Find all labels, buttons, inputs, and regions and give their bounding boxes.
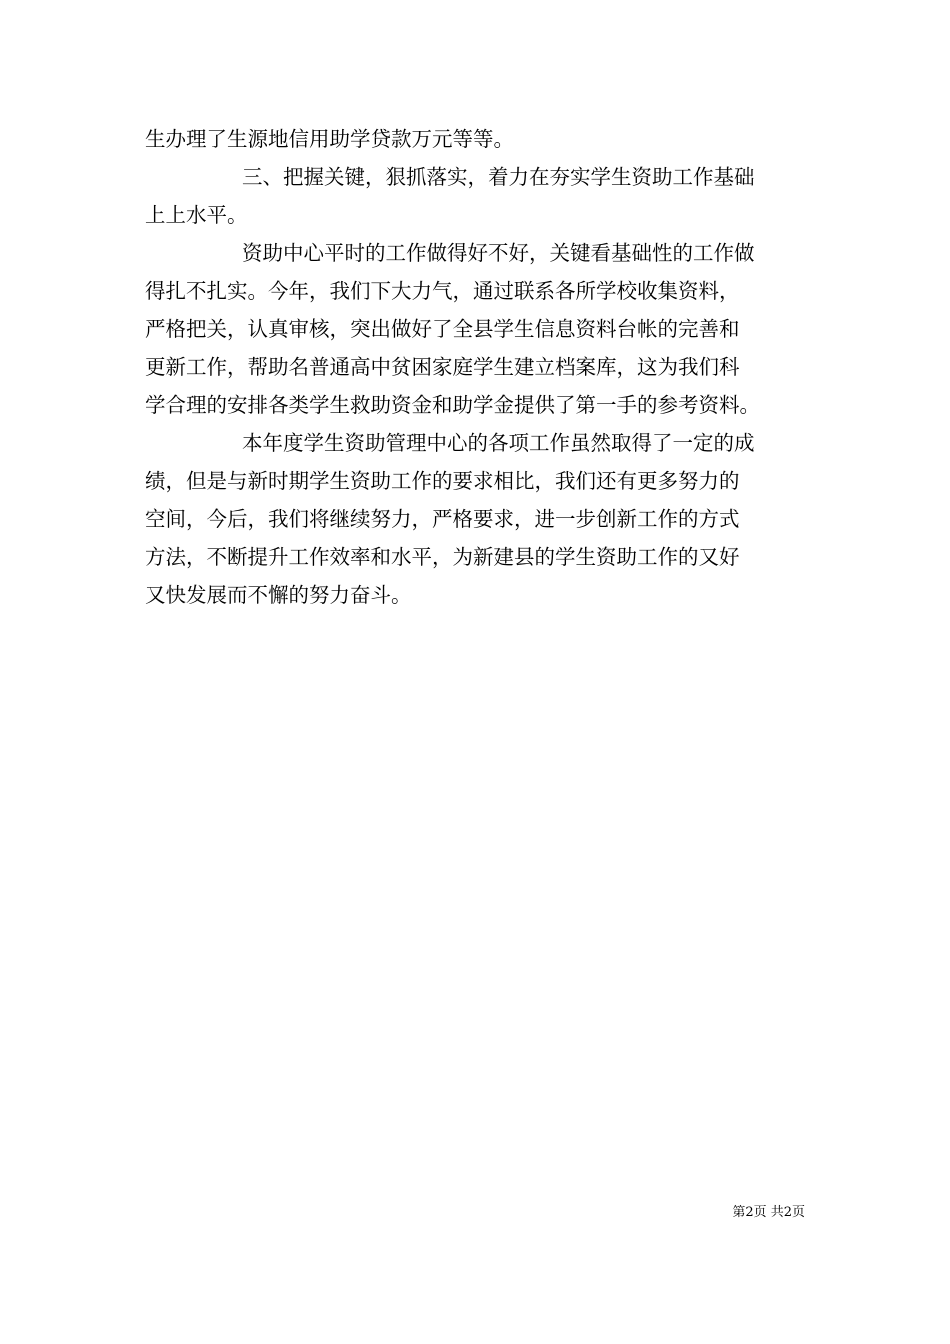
text-line: 得扎不扎实。今年，我们下大力气，通过联系各所学校收集资料， [145, 279, 740, 303]
text-line: 学合理的安排各类学生救助资金和助学金提供了第一手的参考资料。 [145, 393, 760, 417]
text-line: 严格把关，认真审核，突出做好了全县学生信息资料台帐的完善和 [145, 317, 740, 341]
page-number-footer: 第2页 共2页 [732, 1205, 805, 1220]
text-line: 绩，但是与新时期学生资助工作的要求相比，我们还有更多努力的 [145, 469, 740, 493]
text-line: 方法，不断提升工作效率和水平，为新建县的学生资助工作的又好 [145, 545, 740, 569]
paragraph-first-line: 资助中心平时的工作做得好不好，关键看基础性的工作做 [242, 241, 755, 265]
text-line: 更新工作，帮助名普通高中贫困家庭学生建立档案库，这为我们科 [145, 355, 740, 379]
document-body [145, 120, 805, 614]
text-line: 空间，今后，我们将继续努力，严格要求，进一步创新工作的方式 [145, 507, 740, 531]
text-line: 生办理了生源地信用助学贷款万元等等。 [145, 127, 514, 151]
paragraph-first-line: 本年度学生资助管理中心的各项工作虽然取得了一定的成 [242, 431, 755, 455]
text-line: 又快发展而不懈的努力奋斗。 [145, 583, 412, 607]
section-heading-line: 上上水平。 [145, 203, 248, 227]
section-heading-line: 三、把握关键，狠抓落实，着力在夯实学生资助工作基础 [242, 165, 755, 189]
